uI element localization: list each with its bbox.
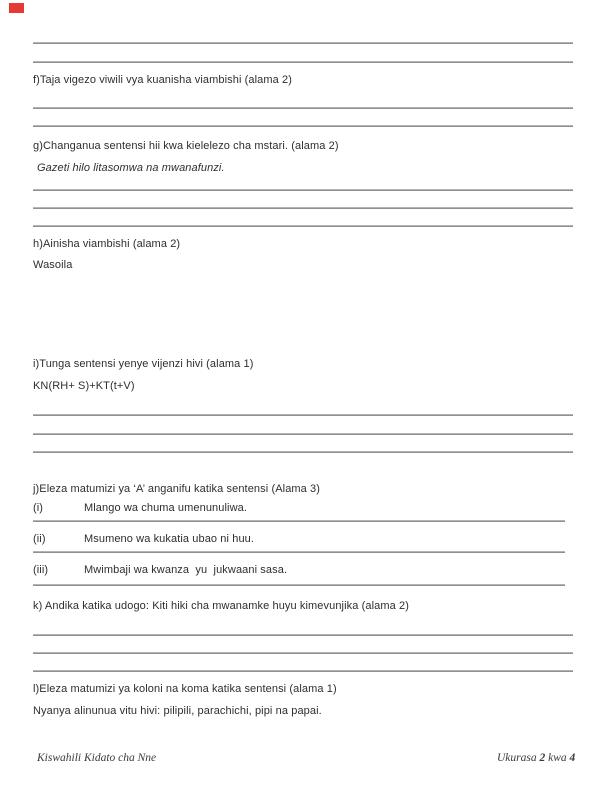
footer-page-separator: kwa <box>545 752 570 764</box>
answer-line <box>33 551 565 553</box>
answer-line <box>33 107 573 109</box>
red-corner-marker <box>9 3 24 13</box>
question-j-item-num: (i) <box>33 502 44 514</box>
answer-line <box>33 42 573 44</box>
answer-line <box>33 670 573 672</box>
answer-line <box>33 207 573 209</box>
answer-line <box>33 189 573 191</box>
answer-line <box>33 584 565 586</box>
question-l-sentence: Nyanya alinunua vitu hivi: pilipili, parachichi, pipi na papai. <box>33 705 322 717</box>
question-j-item-text: Msumeno wa kukatia ubao ni huu. <box>84 533 255 545</box>
question-j-label: j)Eleza matumizi ya ‘A’ anganifu katika sentensi (Alama 3) <box>33 483 321 495</box>
question-j-item-num: (ii) <box>33 533 46 545</box>
footer-course-title: Kiswahili Kidato cha Nne <box>37 752 157 764</box>
question-i-label: i)Tunga sentensi yenye vijenzi hivi (alama 1) <box>33 358 254 370</box>
footer-page-total: 4 <box>569 752 576 764</box>
answer-line <box>33 225 573 227</box>
question-i-formula: KN(RH+ S)+KT(t+V) <box>33 380 135 392</box>
footer-page-word: Ukurasa <box>497 752 540 764</box>
question-j-item-num: (iii) <box>33 564 49 576</box>
question-j-item-text: Mwimbaji wa kwanza yu jukwaani sasa. <box>84 564 288 576</box>
answer-line <box>33 520 565 522</box>
answer-line <box>33 634 573 636</box>
answer-line <box>33 451 573 453</box>
question-h-word: Wasoila <box>33 259 73 271</box>
question-j-item-text: Mlango wa chuma umenunuliwa. <box>84 502 247 514</box>
answer-line <box>33 652 573 654</box>
footer-page-number: 2 <box>539 752 546 764</box>
answer-line <box>33 61 573 63</box>
question-f-label: f)Taja vigezo viwili vya kuanisha viambishi (alama 2) <box>33 74 293 86</box>
question-l-label: l)Eleza matumizi ya koloni na koma katika sentensi (alama 1) <box>33 683 337 695</box>
answer-line <box>33 414 573 416</box>
answer-line <box>33 125 573 127</box>
question-g-label: g)Changanua sentensi hii kwa kielelezo cha mstari. (alama 2) <box>33 140 339 152</box>
question-k-label: k) Andika katika udogo: Kiti hiki cha mwanamke huyu kimevunjika (alama 2) <box>33 600 409 612</box>
question-g-example-sentence: Gazeti hilo litasomwa na mwanafunzi. <box>37 162 225 174</box>
footer-page-indicator <box>497 751 575 765</box>
answer-line <box>33 433 573 435</box>
question-h-label: h)Ainisha viambishi (alama 2) <box>33 238 181 250</box>
